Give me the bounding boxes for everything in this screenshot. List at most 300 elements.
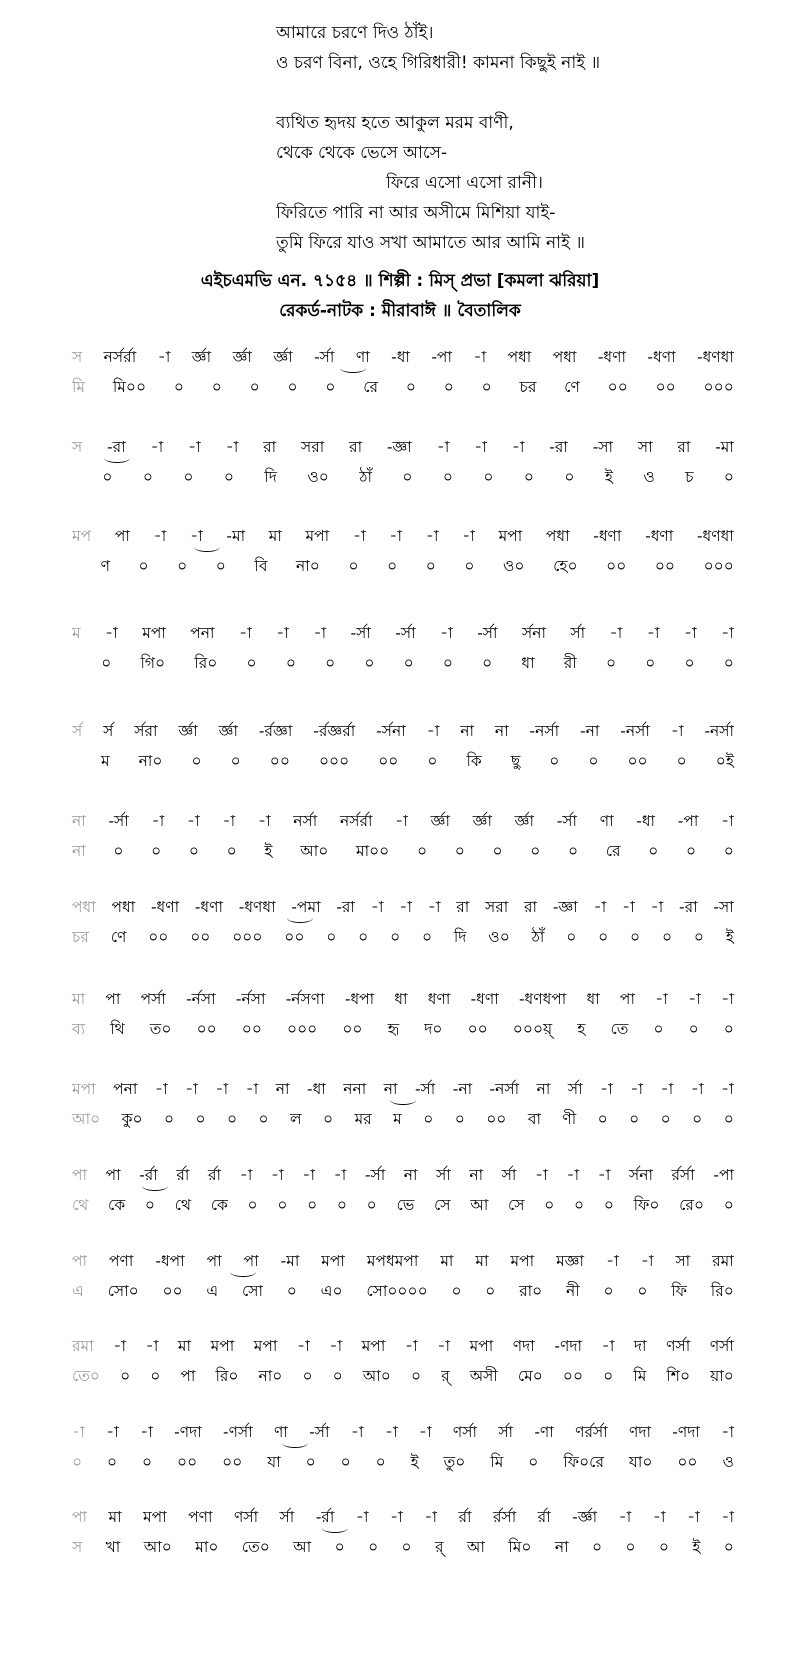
swara-note: -র্সা bbox=[108, 812, 129, 830]
lyric-syllable: ০ bbox=[648, 842, 659, 860]
swara-note: -া bbox=[418, 1423, 432, 1441]
swara-row bbox=[72, 1163, 734, 1189]
swara-note: -া bbox=[350, 1423, 364, 1441]
swara-note: -া bbox=[145, 1337, 159, 1355]
lyric-syllable: রে০ bbox=[679, 1196, 705, 1214]
lyric-syllable: ০ bbox=[246, 654, 257, 672]
swara-note: ণা bbox=[355, 348, 370, 366]
swara-note: -ধা bbox=[307, 1080, 326, 1098]
lyric-syllable: মি০০ bbox=[112, 378, 147, 396]
lyric-syllable: ০ bbox=[403, 654, 414, 672]
swara-note: র্সা bbox=[498, 1423, 514, 1441]
lyric-syllable: হৃ bbox=[387, 1020, 400, 1038]
swara-note: স bbox=[72, 438, 83, 456]
lyric-syllable: সো০০০০ bbox=[366, 1282, 428, 1300]
swara-note: না bbox=[72, 812, 86, 830]
swara-note: র্রা bbox=[458, 1508, 472, 1526]
swara-note: -া bbox=[566, 1166, 580, 1184]
lyric-line: ফিরিতে পারি না আর অসীমে মিশিয়া যাই- bbox=[276, 203, 556, 223]
swara-note: -া bbox=[390, 1508, 403, 1526]
swara-note: -ধণা bbox=[470, 990, 499, 1008]
swara-note: পা bbox=[72, 1252, 88, 1270]
lyric-syllable: না০ bbox=[258, 1367, 283, 1385]
lyric-syllable: ০ bbox=[230, 752, 241, 770]
lyric-syllable: ফি০ bbox=[633, 1196, 660, 1214]
record-drama-title: রেকর্ড-নাটক : মীরাবাঈ ॥ বৈতালিক bbox=[279, 301, 521, 321]
lyric-syllable: ০ bbox=[138, 557, 149, 575]
lyric-syllable: ০ bbox=[325, 378, 336, 396]
lyric-syllable: রি০ bbox=[710, 1282, 734, 1300]
lyric-syllable: কি bbox=[466, 752, 482, 770]
lyric-line: ব্যথিত হৃদয় হতে আকুল মরম বাণী, bbox=[276, 113, 514, 133]
swara-note: র্সা bbox=[570, 624, 586, 642]
lyric-syllable-row bbox=[72, 1107, 734, 1133]
swara-note: দা bbox=[633, 1337, 647, 1355]
swara-note: পণা bbox=[109, 1252, 134, 1270]
lyric-syllable: কে bbox=[210, 1196, 228, 1214]
swara-note: না bbox=[536, 1080, 551, 1098]
swara-note: -া bbox=[355, 1508, 369, 1526]
lyric-syllable: ফি bbox=[671, 1282, 687, 1300]
swara-note: না bbox=[469, 1166, 484, 1184]
lyric-syllable: মি bbox=[633, 1367, 647, 1385]
lyric-syllable: সো০ bbox=[107, 1282, 139, 1300]
lyric-syllable: ০ bbox=[723, 468, 734, 486]
lyric-syllable: য়া০ bbox=[710, 1367, 734, 1385]
lyric-syllable: ০ bbox=[150, 1367, 161, 1385]
swara-note: -ধা bbox=[391, 348, 410, 366]
lyric-syllable-row bbox=[72, 749, 734, 775]
swara-note: -র্সা bbox=[395, 624, 416, 642]
lyric-syllable: ০ bbox=[567, 842, 579, 860]
lyric-syllable: ০ bbox=[530, 842, 541, 860]
swara-note: -া bbox=[474, 438, 487, 456]
swara-note: -া bbox=[686, 1508, 700, 1526]
lyric-syllable: রা০ bbox=[519, 1282, 543, 1300]
lyric-syllable: ০ bbox=[258, 1110, 269, 1128]
lyric-syllable: ০ bbox=[390, 928, 401, 946]
swara-note: -র্সা bbox=[414, 1080, 436, 1098]
swara-note: পা bbox=[114, 527, 130, 545]
lyric-syllable: ঠাঁ bbox=[531, 928, 545, 946]
swara-note: র্জ্ঞা bbox=[178, 722, 198, 740]
lyric-syllable: ০ bbox=[481, 378, 492, 396]
lyric-syllable: ০ bbox=[336, 1196, 347, 1214]
swara-note: -না bbox=[580, 722, 600, 740]
swara-note: মা bbox=[108, 1508, 122, 1526]
lyric-syllable: ০ bbox=[723, 1196, 734, 1214]
swara-note: -ধণা bbox=[194, 898, 223, 916]
swara-note: -া bbox=[440, 624, 453, 642]
swara-note: -া bbox=[389, 527, 403, 545]
swara-note: -নর্সা bbox=[704, 722, 734, 740]
lyric-syllable: কে bbox=[108, 1196, 126, 1214]
swara-note: -সা bbox=[713, 898, 734, 916]
lyric-syllable: ০ bbox=[334, 1538, 345, 1556]
swara-note: -া bbox=[313, 624, 327, 642]
swara-note: -র্নসণা bbox=[285, 990, 325, 1008]
swara-note: -া bbox=[646, 624, 660, 642]
lyric-syllable: ০ bbox=[163, 1110, 175, 1128]
swara-note: -া bbox=[436, 438, 450, 456]
lyric-syllable: ০ bbox=[482, 654, 493, 672]
lyric-syllable: থি bbox=[110, 1020, 125, 1038]
swara-note: র্স bbox=[72, 722, 83, 740]
swara-note: -র্সা bbox=[309, 1423, 330, 1441]
lyric-syllable: মি bbox=[490, 1453, 504, 1471]
swara-note: না bbox=[275, 1080, 290, 1098]
swara-note: মপা bbox=[361, 1337, 386, 1355]
lyric-syllable: ০ bbox=[421, 928, 433, 946]
swara-note: -া bbox=[105, 624, 118, 642]
swara-note: -া bbox=[605, 1252, 619, 1270]
lyric-syllable: ০ bbox=[451, 1282, 462, 1300]
lyric-syllable: কু০ bbox=[121, 1110, 143, 1128]
swara-note: -নর্সা bbox=[620, 722, 650, 740]
lyric-syllable: না০ bbox=[138, 752, 163, 770]
lyric-syllable: থে bbox=[174, 1196, 191, 1214]
swara-note: র্জ্ঞা bbox=[514, 812, 535, 830]
swara-note: -া bbox=[113, 1337, 126, 1355]
lyric-syllable: ০ bbox=[332, 1367, 343, 1385]
swara-note: মজ্ঞা bbox=[556, 1252, 584, 1270]
swara-note: -না bbox=[452, 1080, 473, 1098]
swara-note: -ণদা bbox=[174, 1423, 202, 1441]
swara-note: নর্সর্রা bbox=[103, 348, 137, 366]
lyric-syllable: তে০ bbox=[241, 1538, 270, 1556]
swara-note: -া bbox=[424, 1508, 437, 1526]
swara-note: -া bbox=[329, 1337, 343, 1355]
swara-note: -নর্সা bbox=[529, 722, 560, 740]
notation-stave bbox=[72, 895, 734, 951]
lyric-syllable: ০০ bbox=[162, 1282, 183, 1300]
swara-note: -া bbox=[609, 624, 623, 642]
swara-note: -া bbox=[462, 527, 475, 545]
swara-note: -া bbox=[333, 1166, 347, 1184]
lyric-syllable: ০ bbox=[693, 928, 704, 946]
lyric-syllable: ম bbox=[393, 1110, 402, 1128]
swara-note: -া bbox=[688, 990, 701, 1008]
swara-note: মপা bbox=[142, 624, 166, 642]
lyric-syllable: সে bbox=[508, 1196, 525, 1214]
lyric-syllable: ণে bbox=[110, 928, 127, 946]
lyric-syllable: ০ bbox=[151, 842, 162, 860]
swara-row bbox=[72, 1249, 734, 1275]
notation-stave bbox=[72, 1163, 734, 1219]
swara-row bbox=[72, 895, 734, 921]
lyric-syllable: চর bbox=[72, 928, 89, 946]
swara-note: র্জ্ঞা bbox=[472, 812, 492, 830]
swara-note: সরা bbox=[300, 438, 325, 456]
swara-note: র্রা bbox=[207, 1166, 221, 1184]
lyric-syllable: মা০ bbox=[195, 1538, 219, 1556]
lyric-syllable: ০০ bbox=[241, 1020, 262, 1038]
swara-note: -া bbox=[270, 1166, 284, 1184]
swara-note: -া bbox=[384, 1423, 398, 1441]
swara-note: -ধপা bbox=[344, 990, 375, 1008]
lyric-syllable: ০ bbox=[348, 557, 359, 575]
swara-note: -া bbox=[276, 624, 289, 642]
lyric-syllable-row bbox=[72, 1535, 734, 1561]
lyric-syllable: ০ bbox=[211, 378, 222, 396]
lyric-syllable: ণ bbox=[100, 557, 110, 575]
swara-note: না bbox=[494, 722, 509, 740]
swara-note: -া bbox=[630, 1080, 644, 1098]
lyric-syllable: ০ bbox=[454, 1110, 465, 1128]
lyric-syllable: ধা bbox=[521, 654, 535, 672]
lyric-syllable: ০ bbox=[723, 1020, 734, 1038]
swara-note: র্জ্ঞা bbox=[232, 348, 252, 366]
lyric-syllable: ০ bbox=[605, 654, 617, 672]
lyric-syllable: ০ bbox=[107, 1453, 118, 1471]
lyric-syllable: র্ bbox=[435, 1538, 444, 1556]
swara-note: -া bbox=[600, 1080, 613, 1098]
swara-note: রা bbox=[456, 898, 470, 916]
lyric-syllable: ০ bbox=[688, 1020, 699, 1038]
slur-mark bbox=[142, 1181, 168, 1191]
swara-row bbox=[72, 719, 734, 745]
lyric-syllable: ০ bbox=[588, 752, 599, 770]
lyric-syllable-row bbox=[72, 1279, 734, 1305]
lyric-syllable: ০ bbox=[285, 654, 296, 672]
lyric-syllable: ০ bbox=[592, 1538, 603, 1556]
swara-note: -া bbox=[593, 898, 607, 916]
lyric-syllable: সে bbox=[433, 1196, 451, 1214]
swara-note: ণর্সা bbox=[452, 1423, 478, 1441]
notation-stave bbox=[72, 524, 734, 580]
lyric-syllable: মা০০ bbox=[356, 842, 390, 860]
lyric-syllable: ০ bbox=[144, 1196, 155, 1214]
swara-note: -ণা bbox=[534, 1423, 554, 1441]
lyric-syllable: ০ bbox=[410, 1367, 422, 1385]
lyric-syllable: ০ bbox=[249, 378, 260, 396]
lyric-syllable: ০ bbox=[549, 752, 560, 770]
swara-note: -ণদা bbox=[672, 1423, 700, 1441]
swara-note: -া bbox=[720, 1080, 734, 1098]
swara-note: পনা bbox=[113, 1080, 138, 1098]
swara-note: -া bbox=[245, 1080, 259, 1098]
lyric-syllable: ০০ bbox=[342, 1020, 363, 1038]
lyric-syllable: ০ bbox=[387, 557, 398, 575]
swara-note: -া bbox=[690, 1080, 704, 1098]
lyric-syllable: হ bbox=[577, 1020, 586, 1038]
lyric-syllable: ০০০য়্ bbox=[512, 1020, 553, 1038]
swara-note: র্সনা bbox=[628, 1166, 653, 1184]
swara-note: পধা bbox=[545, 527, 570, 545]
lyric-syllable: সো bbox=[241, 1282, 264, 1300]
swara-note: -রা bbox=[549, 438, 568, 456]
lyric-syllable: ও bbox=[722, 1453, 734, 1471]
lyric-syllable: ই bbox=[692, 1538, 701, 1556]
swara-note: মা bbox=[440, 1252, 454, 1270]
swara-note: -া bbox=[404, 1337, 418, 1355]
swara-note: -ধণা bbox=[647, 348, 676, 366]
swara-note: -া bbox=[185, 1080, 198, 1098]
lyric-syllable: ০ bbox=[598, 928, 609, 946]
lyric-syllable: ভে bbox=[396, 1196, 415, 1214]
swara-note: র্সা bbox=[436, 1166, 451, 1184]
lyric-syllable: ০ bbox=[195, 1110, 206, 1128]
lyric-syllable: অসী bbox=[469, 1367, 498, 1385]
swara-note: -জ্ঞা bbox=[552, 898, 578, 916]
lyric-syllable: ০ bbox=[645, 654, 656, 672]
swara-note: -ধপা bbox=[155, 1252, 185, 1270]
lyric-syllable: ০ bbox=[247, 1196, 258, 1214]
lyric-syllable: ও০ bbox=[503, 557, 525, 575]
swara-note: ননা bbox=[343, 1080, 367, 1098]
lyric-line: আমারে চরণে দিও ঠাঁই। bbox=[276, 23, 434, 43]
swara-row bbox=[72, 1505, 734, 1531]
swara-note: মপা bbox=[305, 527, 330, 545]
lyric-syllable: ০ bbox=[544, 1196, 555, 1214]
lyric-syllable: মি bbox=[72, 378, 86, 396]
lyric-syllable: ০০ bbox=[467, 1020, 488, 1038]
lyric-syllable: ০ bbox=[684, 654, 695, 672]
swara-note: -র্জ্ঞা bbox=[572, 1508, 598, 1526]
swara-note: র্রর্সা bbox=[492, 1508, 517, 1526]
lyric-syllable: ০০ bbox=[196, 1020, 217, 1038]
record-number-artist: এইচএমভি এন. ৭১৫৪ ॥ শিল্পী : মিস্ প্রভা [কমলা ঝরিয়া] bbox=[200, 271, 600, 291]
swara-note: -া bbox=[106, 1423, 119, 1441]
lyric-syllable: ০ bbox=[723, 1110, 734, 1128]
lyric-syllable: তে০ bbox=[72, 1367, 100, 1385]
lyric-syllable: ০ bbox=[566, 928, 577, 946]
swara-row bbox=[72, 809, 734, 835]
swara-note: -া bbox=[302, 1166, 315, 1184]
lyric-syllable-row bbox=[72, 375, 734, 401]
swara-note: ণদা bbox=[629, 1423, 652, 1441]
swara-note: -র্সা bbox=[556, 812, 578, 830]
lyric-syllable: ০০ bbox=[606, 557, 627, 575]
lyric-syllable: ০ bbox=[630, 928, 641, 946]
swara-note: -া bbox=[426, 722, 440, 740]
lyric-syllable: চর bbox=[519, 378, 537, 396]
notation-stave bbox=[72, 345, 734, 401]
swara-note: -র্সা bbox=[314, 348, 335, 366]
lyric-syllable: ০ bbox=[368, 1538, 379, 1556]
swara-row bbox=[72, 524, 734, 550]
swara-note: -া bbox=[618, 1508, 632, 1526]
lyric-syllable: ০ bbox=[142, 468, 153, 486]
lyric-syllable: ০ bbox=[405, 378, 416, 396]
lyric-syllable: যা bbox=[267, 1453, 281, 1471]
lyric-syllable: এ bbox=[206, 1282, 219, 1300]
lyric-syllable: ০ bbox=[307, 1196, 318, 1214]
swara-note: -া bbox=[655, 990, 668, 1008]
lyric-syllable-row bbox=[72, 925, 734, 951]
swara-note: -া bbox=[150, 438, 164, 456]
swara-note: সা bbox=[675, 1252, 691, 1270]
lyric-syllable: ০ bbox=[723, 842, 734, 860]
swara-note: -সা bbox=[592, 438, 614, 456]
swara-note: সরা bbox=[485, 898, 509, 916]
lyric-syllable: ০ bbox=[492, 842, 503, 860]
notation-stave bbox=[72, 621, 734, 677]
swara-note: পধা bbox=[111, 898, 136, 916]
swara-note: ণদা bbox=[512, 1337, 535, 1355]
swara-note: ধণা bbox=[427, 990, 451, 1008]
stanza-gap bbox=[276, 78, 600, 108]
lyric-syllable: আ০ bbox=[362, 1367, 391, 1385]
swara-note: -া bbox=[395, 812, 408, 830]
swara-note: -া bbox=[225, 438, 239, 456]
slur-mark bbox=[194, 542, 220, 552]
slur-mark bbox=[390, 1095, 416, 1105]
swara-note: না bbox=[403, 1166, 418, 1184]
lyric-syllable: ০০ bbox=[627, 752, 648, 770]
swara-note: -া bbox=[622, 898, 635, 916]
swara-note: মপধমপা bbox=[366, 1252, 419, 1270]
swara-note: -র্সা bbox=[364, 1166, 386, 1184]
swara-note: -া bbox=[660, 1080, 674, 1098]
slur-mark bbox=[282, 1438, 308, 1448]
lyric-syllable: খা bbox=[105, 1538, 121, 1556]
swara-note: মা bbox=[475, 1252, 489, 1270]
swara-note: -পা bbox=[677, 812, 699, 830]
lyric-syllable: ০০ bbox=[378, 752, 399, 770]
lyric-syllable: ০০ bbox=[655, 378, 676, 396]
swara-note: -র্সা bbox=[350, 624, 371, 642]
slur-mark bbox=[340, 363, 366, 373]
swara-note: -রা bbox=[679, 898, 698, 916]
swara-note: -া bbox=[721, 1423, 734, 1441]
swara-note: মপা bbox=[510, 1252, 535, 1270]
notation-stave bbox=[72, 809, 734, 865]
swara-note: -ধণা bbox=[150, 898, 180, 916]
lyric-syllable: ০ bbox=[442, 468, 453, 486]
swara-note: -া bbox=[370, 898, 384, 916]
lyric-syllable: বি bbox=[254, 557, 268, 575]
lyric-syllable: আ bbox=[466, 1538, 485, 1556]
swara-note: না bbox=[383, 1080, 398, 1098]
swara-note: রা bbox=[349, 438, 363, 456]
lyric-syllable: রে bbox=[363, 378, 379, 396]
lyric-line: থেকে থেকে ভেসে আসে- bbox=[276, 143, 448, 163]
lyric-syllable: মে০ bbox=[517, 1367, 543, 1385]
swara-note: মপ bbox=[72, 527, 92, 545]
swara-note: -া bbox=[683, 624, 697, 642]
lyric-syllable: ত০ bbox=[149, 1020, 172, 1038]
swara-note: -র্নসা bbox=[186, 990, 216, 1008]
lyric-syllable: ০০ bbox=[190, 928, 211, 946]
lyric-syllable: ০ bbox=[723, 1538, 734, 1556]
swara-note: -া bbox=[186, 812, 200, 830]
lyric-syllable: ০ bbox=[142, 1453, 153, 1471]
swara-note: -ধণধা bbox=[697, 348, 734, 366]
lyric-syllable-row bbox=[72, 554, 734, 580]
lyric-syllable: ব্য bbox=[72, 1020, 86, 1038]
swara-note: -া bbox=[222, 812, 236, 830]
swara-note: মা bbox=[177, 1337, 192, 1355]
lyric-syllable: ০ bbox=[305, 1453, 316, 1471]
lyric-syllable: মর bbox=[354, 1110, 372, 1128]
swara-note: পনা bbox=[190, 624, 215, 642]
swara-note: -া bbox=[151, 812, 165, 830]
swara-row bbox=[72, 987, 734, 1013]
swara-note: -রা bbox=[107, 438, 126, 456]
swara-note: -ধা bbox=[636, 812, 656, 830]
lyric-syllable: ও০ bbox=[307, 468, 329, 486]
swara-note: -র্সনা bbox=[376, 722, 406, 740]
notation-stave bbox=[72, 719, 734, 775]
lyric-syllable: ০ bbox=[423, 1110, 434, 1128]
swara-note: র্সরা bbox=[134, 722, 158, 740]
lyric-syllable: ০ bbox=[323, 1110, 334, 1128]
lyric-syllable: ০ bbox=[188, 842, 199, 860]
swara-note: মা bbox=[268, 527, 282, 545]
lyric-syllable: ০০ bbox=[486, 1110, 507, 1128]
swara-note: -া bbox=[511, 438, 525, 456]
